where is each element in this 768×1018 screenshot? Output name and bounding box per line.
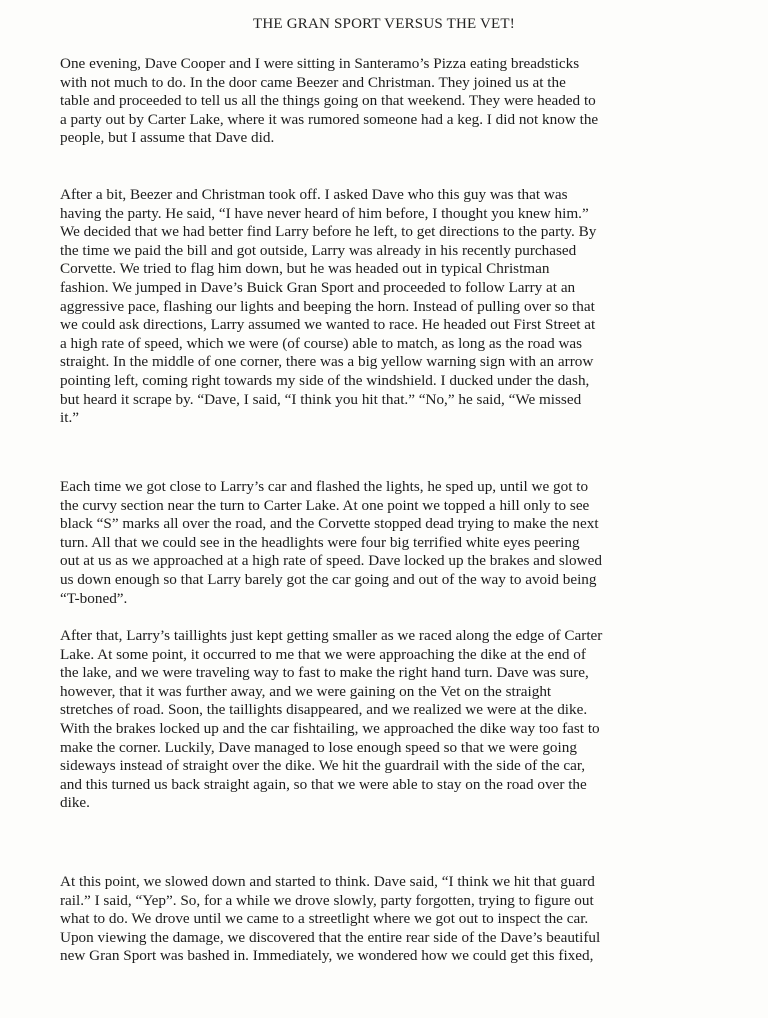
text-line: people, but I assume that Dave did. (60, 129, 275, 147)
text-line: stretches of road. Soon, the taillights disappeared, and we realized we were at the dike. (60, 701, 588, 719)
text-line: with not much to do. In the door came Beezer and Christman. They joined us at the (60, 73, 566, 91)
text-line: the curvy section near the turn to Carter Lake. At one point we topped a hill only to see (60, 496, 590, 514)
text-line: sideways instead of straight over the dike. We hit the guardrail with the side of the car, (60, 757, 586, 775)
text-line: what to do. We drove until we came to a streetlight where we got out to inspect the car. (60, 910, 589, 928)
text-line: us down enough so that Larry barely got the car going and out of the way to avoid being (60, 570, 597, 588)
document-title: THE GRAN SPORT VERSUS THE VET! (253, 16, 515, 32)
text-line: having the party. He said, “I have never heard of him before, I thought you knew him.” (60, 204, 589, 222)
text-line: At this point, we slowed down and started to think. Dave said, “I think we hit that guard (60, 873, 595, 890)
text-line: make the corner. Luckily, Dave managed to lose enough speed so that we were going (60, 738, 577, 756)
text-line: aggressive pace, flashing our lights and beeping the horn. Instead of pulling over so that (60, 297, 595, 315)
text-line: Lake. At some point, it occurred to me that we were approaching the dike at the end of (60, 645, 586, 663)
text-line: a party out by Carter Lake, where it was rumored someone had a keg. I did not know the (60, 110, 599, 128)
text-line: fashion. We jumped in Dave’s Buick Gran Sport and proceeded to follow Larry at an (60, 278, 576, 296)
text-line: and this turned us back straight again, so that we were able to stay on the road over the (60, 775, 587, 793)
text-line: we could ask directions, Larry assumed we wanted to race. He headed out First Street at (60, 316, 596, 334)
text-line: After that, Larry’s taillights just kept getting smaller as we raced along the edge of Carter (60, 627, 603, 644)
paragraph-3 (60, 478, 720, 608)
text-line: “T-boned”. (60, 589, 128, 607)
text-line: With the brakes locked up and the car fishtailing, we approached the dike way too fast to (60, 719, 600, 737)
text-line: turn. All that we could see in the headlights were four big terrified white eyes peering (60, 533, 580, 551)
text-line: it.” (60, 409, 79, 427)
text-line: the lake, and we were traveling way to fast to make the right hand turn. Dave was sure, (60, 664, 589, 682)
text-line: table and proceeded to tell us all the things going on that weekend. They were headed to (60, 92, 596, 110)
text-line: but heard it scrape by. “Dave, I said, “I think you hit that.” “No,” he said, “We missed (60, 390, 582, 408)
text-line: a high rate of speed, which we were (of course) able to match, as long as the road was (60, 334, 583, 352)
paragraph-2 (60, 186, 720, 428)
text-line: rail.” I said, “Yep”. So, for a while we drove slowly, party forgotten, trying to figure out (60, 891, 594, 909)
text-line: dike. (60, 794, 90, 812)
paragraph-4 (60, 627, 720, 813)
text-line: Upon viewing the damage, we discovered that the entire rear side of the Dave’s beautiful (60, 928, 601, 946)
text-line: out at us as we approached at a high rate of speed. Dave locked up the brakes and slowed (60, 552, 602, 570)
paragraph-1 (60, 55, 720, 148)
text-line: black “S” marks all over the road, and the Corvette stopped dead trying to make the next (60, 515, 599, 533)
text-line: Corvette. We tried to flag him down, but he was headed out in typical Christman (60, 260, 550, 278)
paragraph-5 (60, 873, 720, 966)
text-line: however, that it was further away, and we were gaining on the Vet on the straight (60, 682, 552, 700)
text-line: the time we paid the bill and got outside, Larry was already in his recently purchased (60, 241, 577, 259)
text-line: new Gran Sport was bashed in. Immediately, we wondered how we could get this fixed, (60, 947, 594, 965)
text-line: After a bit, Beezer and Christman took off. I asked Dave who this guy was that was (60, 186, 568, 203)
text-line: Each time we got close to Larry’s car and flashed the lights, he sped up, until we got to (60, 478, 589, 495)
text-line: We decided that we had better find Larry before he left, to get directions to the party. By (60, 223, 597, 241)
text-line: One evening, Dave Cooper and I were sitting in Santeramo’s Pizza eating breadsticks (60, 55, 580, 72)
text-line: pointing left, coming right towards my side of the windshield. I ducked under the dash, (60, 371, 590, 389)
text-line: straight. In the middle of one corner, there was a big yellow warning sign with an arrow (60, 353, 594, 371)
